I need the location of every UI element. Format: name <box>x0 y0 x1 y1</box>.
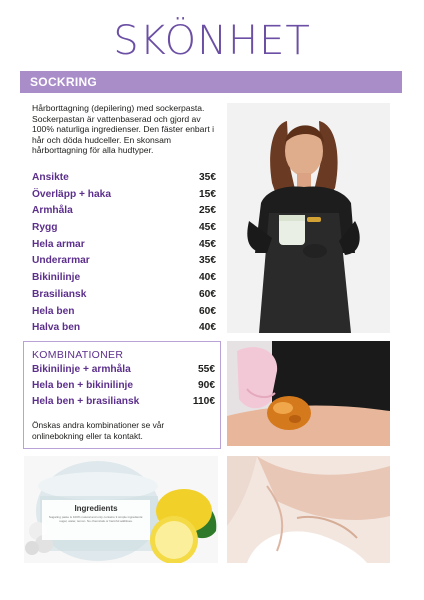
treatment-name: Halva ben <box>32 322 81 334</box>
combo-row <box>32 362 215 378</box>
treatment-name: Armhåla <box>32 205 73 217</box>
combo-price: 55€ <box>198 364 215 375</box>
treatment-name: Underarmar <box>32 255 90 267</box>
price-row <box>32 270 216 287</box>
price-row <box>32 304 216 321</box>
combo-price: 110€ <box>192 396 215 407</box>
treatment-name: Ansikte <box>32 172 69 183</box>
combinations-title: KOMBINATIONER <box>32 349 124 361</box>
treatment-name: Överläpp + haka <box>32 188 111 200</box>
photo-underarm <box>227 456 390 563</box>
photo-therapist <box>227 103 390 333</box>
intro-text: Hårborttagning (depilering) med sockerpasta. Sockerpastan är vattenbaserad och gjord av 100% naturliga ingredienser. Den fäster enbart i hår och döda hudceller. En skonsam hårborttagning för alla hudtyper. <box>32 103 215 156</box>
price-row <box>32 237 216 254</box>
treatment-price: 45€ <box>199 238 216 250</box>
ingredients-card-text: Sugaring paste is 100% natural and only contains 3 simple ingredients: sugar, water, lemon. No chemicals or harmful additives. <box>48 515 144 523</box>
treatment-price: 25€ <box>199 205 216 217</box>
page-title: SKÖNHET <box>113 18 311 64</box>
photo-ingredients <box>24 456 218 563</box>
price-list <box>32 170 216 337</box>
treatment-price: 45€ <box>199 222 216 234</box>
treatment-price: 35€ <box>199 172 216 183</box>
treatment-name: Hela armar <box>32 238 85 250</box>
combinations-note: Önskas andra kombinationer se vår onlinebokning eller ta kontakt. <box>32 420 165 441</box>
treatment-name: Brasiliansk <box>32 288 87 300</box>
treatment-price: 60€ <box>199 288 216 300</box>
price-row <box>32 253 216 270</box>
treatment-price: 35€ <box>199 255 216 267</box>
price-row <box>32 220 216 237</box>
treatment-name: Hela ben <box>32 305 75 317</box>
combinations-box <box>23 341 221 449</box>
ingredients-card <box>42 500 150 540</box>
price-row <box>32 320 216 337</box>
section-label: SOCKRING <box>30 75 98 89</box>
ingredients-card-title: Ingredients <box>74 504 118 513</box>
treatment-name: Rygg <box>32 222 58 234</box>
price-row <box>32 187 216 204</box>
price-row <box>32 287 216 304</box>
combo-name: Hela ben + bikinilinje <box>32 380 134 391</box>
combo-row <box>32 394 215 410</box>
combo-price: 90€ <box>198 380 215 391</box>
photo-sugar-paste <box>227 341 390 446</box>
price-row <box>32 203 216 220</box>
treatment-name: Bikinilinje <box>32 272 81 284</box>
treatment-price: 40€ <box>199 272 216 284</box>
treatment-price: 60€ <box>199 305 216 317</box>
combo-name: Hela ben + brasiliansk <box>32 396 140 407</box>
combo-row <box>32 378 215 394</box>
treatment-price: 40€ <box>199 322 216 334</box>
treatment-price: 15€ <box>199 188 216 200</box>
section-banner <box>20 71 402 93</box>
combo-name: Bikinilinje + armhåla <box>32 364 131 375</box>
price-row <box>32 170 216 187</box>
